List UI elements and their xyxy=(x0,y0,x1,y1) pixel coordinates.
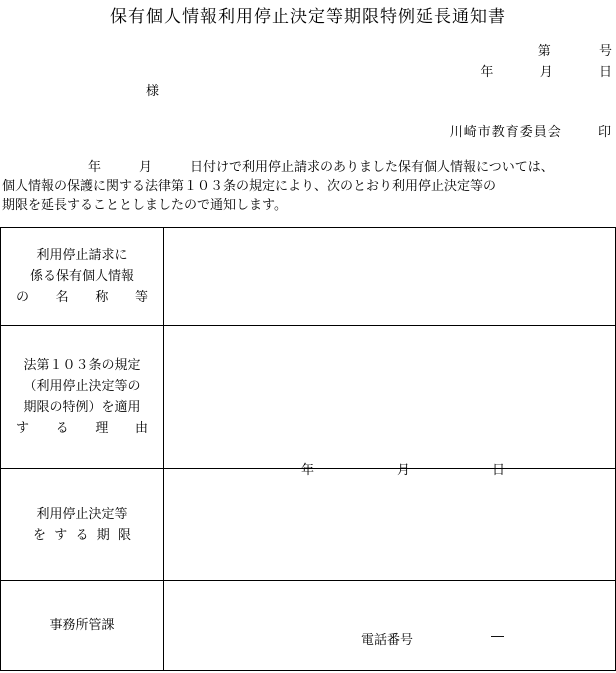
date-month: 月 xyxy=(539,65,553,80)
value-deadline[interactable] xyxy=(164,463,616,581)
label-char: す xyxy=(54,527,68,543)
label-char: る xyxy=(55,421,69,436)
date-day: 日 xyxy=(598,65,612,80)
label-char: 名 xyxy=(55,290,69,305)
number-label: 第 xyxy=(537,44,551,59)
body-line-2: 個人情報の保護に関する法律第１０３条の規定により、次のとおり利用停止決定等の xyxy=(2,179,497,194)
document-number xyxy=(538,40,612,59)
label-line: 期限の特例）を適用 xyxy=(23,400,141,415)
phone-label: 電話番号 xyxy=(361,633,414,648)
deadline-year: 年 xyxy=(301,463,315,478)
label-char: を xyxy=(33,527,47,543)
deadline-month: 月 xyxy=(397,463,411,478)
addressee: 様 xyxy=(146,84,160,99)
body-text xyxy=(2,158,614,215)
seal-mark: 印 xyxy=(597,125,612,140)
label-char: 称 xyxy=(95,290,109,305)
body-line-1-rest: 日付けで利用停止請求のありました保有個人情報については、 xyxy=(190,160,554,175)
form-table xyxy=(0,227,616,671)
label-char: 等 xyxy=(134,290,148,305)
label-char: 由 xyxy=(134,421,148,436)
table-row-reason xyxy=(1,326,616,469)
label-char: 限 xyxy=(117,527,131,543)
date-year: 年 xyxy=(480,65,494,80)
value-department[interactable] xyxy=(164,581,616,671)
deadline-day: 日 xyxy=(492,463,506,478)
phone-dash: ― xyxy=(491,629,504,644)
issuer xyxy=(450,121,612,140)
body-line-3: 期限を延長することとしましたので通知します。 xyxy=(2,198,287,213)
number-suffix: 号 xyxy=(598,44,612,59)
label-line: 法第１０３条の規定 xyxy=(23,358,141,373)
value-reason[interactable] xyxy=(164,326,616,469)
label-department xyxy=(1,581,164,671)
document-date xyxy=(480,61,612,80)
issuer-name: 川崎市教育委員会 xyxy=(449,125,562,140)
label-line: 係る保有個人情報 xyxy=(29,269,134,284)
label-deadline xyxy=(1,469,164,581)
label-line: （利用停止決定等の xyxy=(23,379,141,394)
label-char: 期 xyxy=(96,527,110,543)
table-row-info-name xyxy=(1,228,616,326)
table-row-department xyxy=(1,581,616,671)
value-info-name[interactable] xyxy=(164,228,616,326)
body-month: 月 xyxy=(139,160,153,175)
label-char: す xyxy=(16,421,30,436)
label-line: 利用停止請求に xyxy=(36,248,128,263)
label-char: 理 xyxy=(95,421,109,436)
label-reason xyxy=(1,326,164,469)
body-year: 年 xyxy=(88,160,102,175)
label-info-name xyxy=(1,228,164,326)
label-line: 事務所管課 xyxy=(49,618,115,633)
table-row-deadline xyxy=(1,469,616,581)
label-char: る xyxy=(75,527,89,543)
page-title: 保有個人情報利用停止決定等期限特例延長通知書 xyxy=(110,7,506,27)
body-line-1 xyxy=(2,158,614,177)
label-char: の xyxy=(16,290,30,305)
label-line: 利用停止決定等 xyxy=(36,506,128,522)
